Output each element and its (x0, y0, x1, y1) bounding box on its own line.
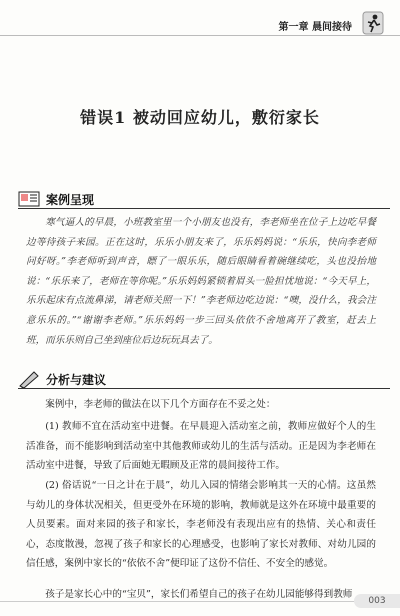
header-rule (0, 35, 400, 36)
pencil-hand-icon (18, 369, 42, 389)
running-figure-badge-icon (360, 10, 386, 36)
section-analysis-heading (18, 368, 106, 390)
case-body: 寒气逼人的早晨，小班教室里一个小朋友也没有，李老师坐在位子上边吃早餐边等待孩子来园。正在这时，乐乐小朋友来了，乐乐妈妈说：“乐乐，快向李老师问好呀。”李老师听到声音，瞟了一眼乐乐，随后眼睛看着碗继续吃，头也没抬地说：“乐乐来了，老师在等你呢。”乐乐妈妈紧锁着眉头一脸担忧地说：“今天早上，乐乐起床有点流鼻涕，请老师关照一下！”李老师边吃边说：“噢，没什么，我会注意乐乐的。”“谢谢李老师。”乐乐妈妈一步三回头依依不舍地离开了教室，赶去上班，而乐乐则自己坐到座位后边玩玩具去了。 (26, 217, 376, 346)
analysis-continued: 孩子是家长心中的“宝贝”，家长们希望自己的孩子在幼儿园能够得到教师 (45, 589, 353, 600)
section-case-rule (18, 208, 390, 209)
section-analysis-rule (18, 388, 390, 389)
analysis-point-2: (2) 俗话说“一日之计在于晨”，幼儿入园的情绪会影响其一天的心情。这虽然与幼儿的身体状况相关，但更受外在环境的影响，教师就是这外在环境中最重要的人员要素。面对来园的孩子和家长，李老师没有表现出应有的热情、关心和责任心，态度散漫，忽视了孩子和家长的心理感受，也影响了家长对教师、对幼儿园的信任感，案例中家长的“依依不舍”便印证了这份不信任、不安全的感觉。 (26, 480, 376, 570)
page-header (0, 10, 400, 40)
notebook-icon (18, 189, 42, 209)
page-number: 003 (354, 594, 400, 608)
section-analysis-label: 分析与建议 (46, 372, 107, 387)
analysis-intro: 案例中，李老师的做法在以下几个方面存在不妥之处： (45, 399, 276, 410)
footer-rule (0, 601, 360, 602)
page-title: 错误1 被动回应幼儿，敷衍家长 (80, 108, 320, 127)
section-case-label: 案例呈现 (46, 192, 95, 207)
chapter-title: 第一章 晨间接待 (278, 22, 352, 33)
analysis-point-1: (1) 教师不宜在活动室中进餐。在早晨迎入活动室之前，教师应做好个人的生活准备，而不能影响到活动室中其他教师或幼儿的生活与活动。正是因为李老师在活动室中进餐，导致了后面她无暇顾及正常的晨间接待工作。 (26, 421, 376, 472)
section-case-heading (18, 188, 94, 210)
